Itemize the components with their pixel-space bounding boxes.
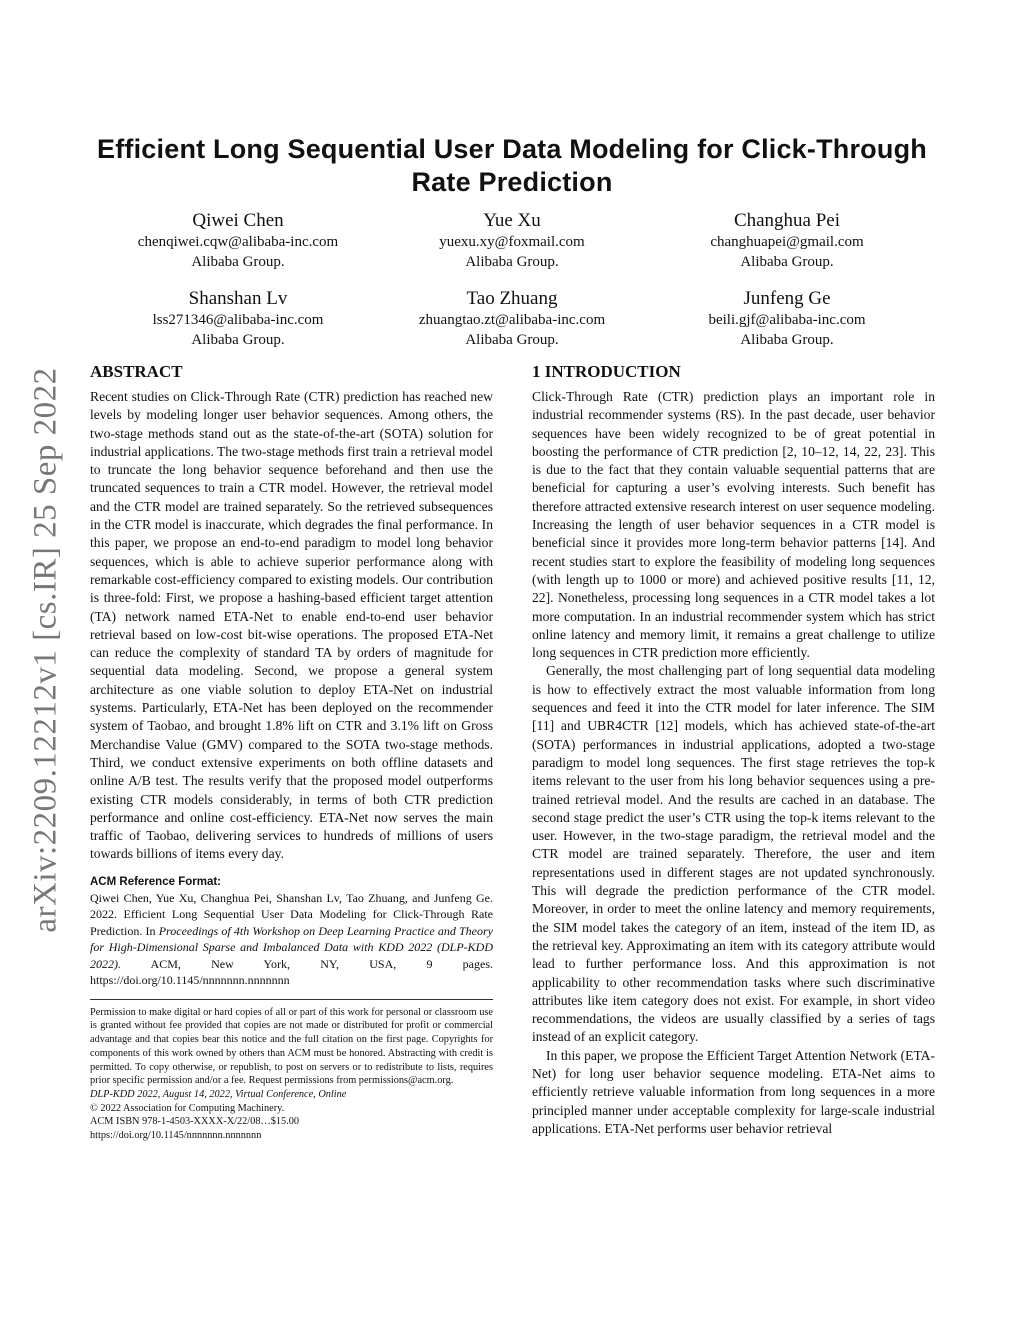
paper-title: Efficient Long Sequential User Data Modeling for Click-Through Rate Prediction: [97, 134, 927, 197]
author-affiliation: Alibaba Group.: [191, 254, 285, 270]
author-affiliation: Alibaba Group.: [740, 254, 834, 270]
author-email: chenqiwei.cqw@alibaba-inc.com: [137, 234, 339, 250]
permission-notice: Permission to make digital or hard copies of all or part of this work for personal or classroom use is granted without fee provided that copies are not made or distributed for profit or commercial advantage and that copies bear this notice and the full citation on the first page. Copyrights for components of this work owned by others than ACM must be honored. Abstracting with credit is permitted. To copy otherwise, or republish, to post on servers or to redistribute to lists, requires prior specific permission and/or a fee. Request permissions from permissions@acm.org.: [90, 1006, 493, 1087]
author-name: Shanshan Lv: [188, 288, 288, 309]
author-name: Changhua Pei: [733, 210, 841, 231]
author-name: Yue Xu: [483, 210, 541, 231]
author-affiliation: Alibaba Group.: [465, 332, 559, 348]
author-block: [637, 210, 937, 272]
author-email: lss271346@alibaba-inc.com: [152, 312, 324, 328]
author-email: yuexu.xy@foxmail.com: [439, 234, 585, 250]
author-block: [637, 288, 937, 350]
abstract-text: Recent studies on Click-Through Rate (CTR) prediction has reached new levels by modeling longer user behavior sequences. Among others, the two-stage methods stand out as the state-of-the-art (SOTA) solution for industrial applications. The two-stage methods first train a retrieval model to truncate the long behavior sequence beforehand and then use the truncated sequences to train a CTR model. However, the retrieval model and the CTR model are trained separately. So the retrieved subsequences in the CTR model is inaccurate, which degrades the final performance. In this paper, we propose an end-to-end paradigm to model long behavior sequences, which is able to achieve superior performance along with remarkable cost-efficiency compared to existing models. Our contribution is three-fold: First, we propose a hashing-based efficient target attention (TA) network named ETA-Net to enable end-to-end user behavior retrieval based on low-cost bit-wise operations. The proposed ETA-Net can reduce the complexity of standard TA by orders of magnitude for sequential data modeling. Second, we propose a general system architecture as one viable solution to deploy ETA-Net on industrial systems. Particularly, ETA-Net has been deployed on the recommender system of Taobao, and brought 1.8% lift on CTR and 3.1% lift on Gross Merchandise Value (GMV) compared to the SOTA two-stage methods. Third, we conduct extensive experiments on both offline datasets and online A/B test. The results verify that the proposed model outperforms existing CTR models considerably, in terms of both CTR prediction performance and online cost-efficiency. ETA-Net now serves the main traffic of Taobao, delivering services to hundreds of millions of users towards billions of items every day.: [90, 389, 493, 862]
author-block: [88, 288, 388, 350]
author-block: [362, 210, 662, 272]
conference-line: DLP-KDD 2022, August 14, 2022, Virtual Conference, Online: [90, 1088, 347, 1100]
arxiv-stamp: arXiv:2209.12212v1 [cs.IR] 25 Sep 2022: [27, 367, 64, 933]
author-affiliation: Alibaba Group.: [740, 332, 834, 348]
copyright-line: © 2022 Association for Computing Machinery.: [90, 1102, 285, 1114]
author-affiliation: Alibaba Group.: [465, 254, 559, 270]
acm-reference-text: [90, 890, 493, 989]
acm-reference-authors: Qiwei Chen, Yue Xu, Changhua Pei, Shanshan Lv, Tao Zhuang, and Junfeng Ge. 2022. Efficient Long Sequential User Data Modeling for Click-Through Rate Prediction. In: [90, 890, 493, 938]
acm-reference-venue: Proceedings of 4th Workshop on Deep Learning Practice and Theory for High-Dimensional Sparse and Imbalanced Data with KDD 2022 (DLP-KDD 2022).: [90, 923, 494, 971]
author-name: Tao Zhuang: [466, 288, 558, 309]
author-block: [88, 210, 388, 272]
intro-paragraph: Click-Through Rate (CTR) prediction plays an important role in industrial recommender systems (RS). In the past decade, user behavior sequences have been widely recognized to be of great potential in boosting the performance of CTR prediction [2, 10–12, 14, 22, 23]. This is due to the fact that they contain valuable sequential patterns that are beneficial for capturing a user’s evolving interests. Such benefit has therefore attracted extensive research interest on user sequence modeling. Increasing the length of user behavior sequences in a CTR model is beneficial since it provides more long-term behavior patterns [14]. And recent studies start to explore the feasibility of modeling long sequences (with length up to 1000 or more) and achieved positive results [11, 12, 22]. Nonetheless, processing long sequences in a CTR model takes a lot more computation. In an industrial recommender system which has strict online latency and memory limit, it remains a great challenge to utilize long sequences in CTR prediction more efficiently.: [532, 389, 935, 661]
introduction-heading: 1 INTRODUCTION: [532, 362, 681, 381]
intro-paragraph: Generally, the most challenging part of long sequential data modeling is how to effectively extract the most valuable information from long sequences and feed it into the CTR model for later inference. The SIM [11] and UBR4CTR [12] models, which has achieved state-of-the-art (SOTA) performances in industrial applications, adopted a two-stage paradigm to model long sequences. The first stage retrieves the top-k items relevant to the user from his long behavior sequences using a pre-trained retrieval model. And the results are cached in an database. The second stage predict the user’s CTR using the top-k items relevant to the user. However, in the two-stage paradigm, the retrieval model and the CTR model are trained separately. Therefore, the user and item representations used in different stages are not updated synchronously. This will degrade the prediction performance of the CTR model. Moreover, in order to meet the online latency and memory requirements, the SIM model takes the category of an item, instead of the item ID, as the retrieval key. Approximating an item with its category attribute would lead to further performance loss. And this approximation is not applicability to other recommendation tasks where such discriminative attributes like item category does not exist. For example, in short video recommendations, the videos are usually classified by a series of tags instead of an explicit category.: [532, 663, 935, 1045]
author-block: [362, 288, 662, 350]
intro-paragraph: In this paper, we propose the Efficient Target Attention Network (ETA-Net) for long user behavior sequence modeling. ETA-Net aims to efficiently retrieve valuable information from long sequences in a more principled manner under acceptable complexity for large-scale industrial applications. ETA-Net performs user behavior retrieval: [532, 1047, 935, 1136]
author-email: changhuapei@gmail.com: [710, 234, 864, 250]
acm-reference-heading: ACM Reference Format:: [90, 875, 221, 888]
author-name: Junfeng Ge: [743, 288, 831, 309]
footnote-divider: [90, 999, 493, 1000]
author-email: beili.gjf@alibaba-inc.com: [708, 312, 866, 328]
abstract-heading: ABSTRACT: [90, 362, 183, 381]
isbn-line: ACM ISBN 978-1-4503-XXXX-X/22/08…$15.00: [90, 1116, 300, 1128]
doi-link[interactable]: https://doi.org/10.1145/nnnnnnn.nnnnnnn: [90, 1130, 262, 1142]
acm-reference-publisher: ACM, New York, NY, USA, 9 pages. https://doi.org/10.1145/nnnnnnn.nnnnnnn: [90, 956, 493, 988]
right-column: [532, 362, 935, 1138]
author-affiliation: Alibaba Group.: [191, 332, 285, 348]
author-email: zhuangtao.zt@alibaba-inc.com: [418, 312, 606, 328]
left-column: [90, 362, 493, 1143]
author-name: Qiwei Chen: [192, 210, 284, 231]
